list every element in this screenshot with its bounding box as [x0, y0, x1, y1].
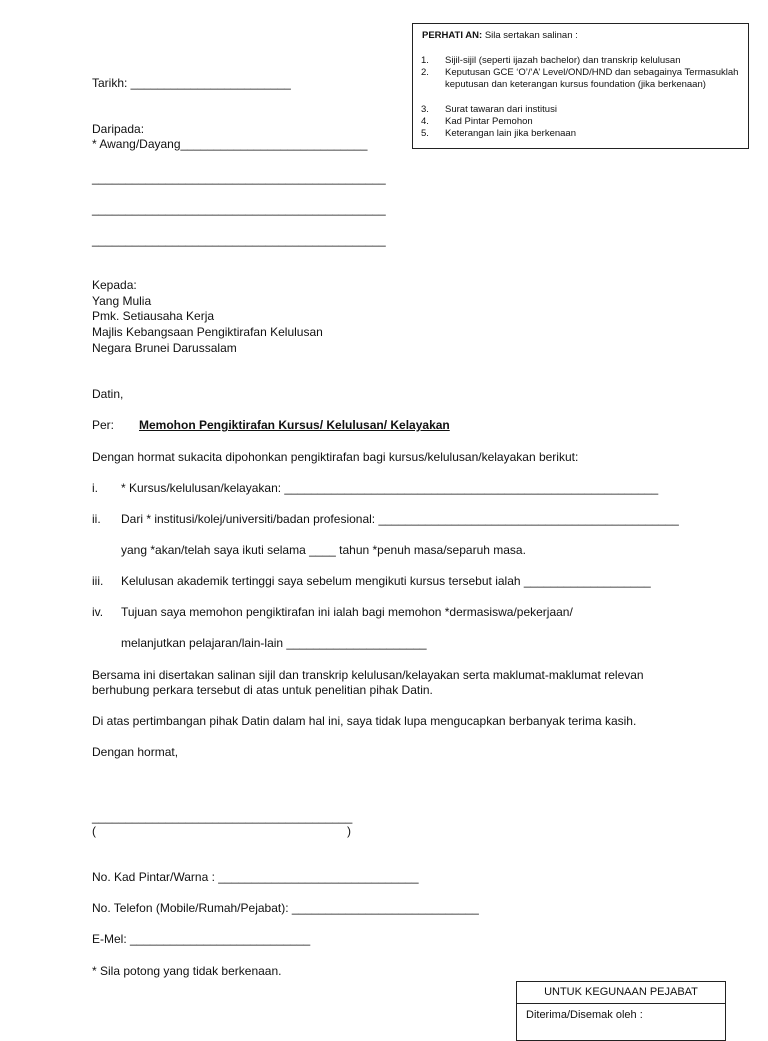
- signature-paren-close: ): [347, 824, 351, 838]
- notice-heading: [422, 30, 578, 42]
- subject-heading: Memohon Pengiktirafan Kursus/ Kelulusan/ Kelayakan: [139, 418, 450, 432]
- to-line: Negara Brunei Darussalam: [92, 341, 237, 355]
- office-received-label: Diterima/Disemak oleh :: [526, 1009, 643, 1021]
- closing: Dengan hormat,: [92, 745, 179, 759]
- notice-intro: Sila sertakan salinan :: [484, 30, 578, 41]
- paragraph-line: berhubung perkara tersebut di atas untuk penelitian pihak Datin.: [92, 683, 433, 697]
- signature-line: _______________________________________: [92, 810, 353, 824]
- notice-item: 2.: [421, 67, 429, 78]
- list-number: ii.: [92, 512, 101, 526]
- notice-label: PERHATI AN:: [422, 30, 483, 41]
- list-number: iii.: [92, 574, 104, 588]
- paragraph-line: Bersama ini disertakan salinan sijil dan transkrip kelulusan/kelayakan serta maklumat-maklumat relevan: [92, 668, 644, 682]
- salutation: Datin,: [92, 387, 124, 401]
- date-line: Tarikh: ________________________: [92, 76, 291, 90]
- email-field: E-Mel: ___________________________: [92, 932, 311, 946]
- office-use-divider: [517, 1003, 725, 1004]
- to-label: Kepada:: [92, 278, 137, 292]
- notice-item-text: Kad Pintar Pemohon: [445, 116, 533, 127]
- notice-item-text: Keterangan lain jika berkenaan: [445, 128, 576, 139]
- phone-field: No. Telefon (Mobile/Rumah/Pejabat): ____________________________: [92, 901, 479, 915]
- to-line: Pmk. Setiausaha Kerja: [92, 309, 215, 323]
- from-name-line: * Awang/Dayang____________________________: [92, 137, 368, 151]
- from-address-line: ____________________________________________: [92, 202, 386, 216]
- from-label: Daripada:: [92, 122, 145, 136]
- list-item: Dari * institusi/kolej/universiti/badan profesional: _____________________________________________: [121, 512, 679, 526]
- from-address-line: ____________________________________________: [92, 171, 386, 185]
- notice-box: [412, 23, 749, 149]
- list-item: melanjutkan pelajaran/lain-lain _____________________: [121, 636, 427, 650]
- notice-item: 1.: [421, 55, 429, 66]
- intro-text: Dengan hormat sukacita dipohonkan pengiktirafan bagi kursus/kelulusan/kelayakan berikut:: [92, 450, 579, 464]
- notice-item-text: Keputusan GCE ‘O’/‘A’ Level/OND/HND dan sebagainya Termasuklah keputusan dan keterangan kursus foundation (jika berkenaan): [445, 67, 739, 90]
- subject-label: Per:: [92, 418, 115, 432]
- signature-paren-open: (: [92, 824, 96, 838]
- paragraph: Di atas pertimbangan pihak Datin dalam hal ini, saya tidak lupa mengucapkan berbanyak terima kasih.: [92, 714, 637, 728]
- notice-item-text: Surat tawaran dari institusi: [445, 104, 557, 115]
- list-item: yang *akan/telah saya ikuti selama ____ tahun *penuh masa/separuh masa.: [121, 543, 526, 557]
- office-use-title: UNTUK KEGUNAAN PEJABAT: [544, 986, 698, 998]
- list-item: Tujuan saya memohon pengiktirafan ini ialah bagi memohon *dermasiswa/pekerjaan/: [121, 605, 573, 619]
- to-line: Yang Mulia: [92, 294, 152, 308]
- notice-item: 5.: [421, 128, 429, 139]
- footnote: * Sila potong yang tidak berkenaan.: [92, 964, 282, 978]
- notice-item-text: Sijil-sijil (seperti ijazah bachelor) dan transkrip kelulusan: [445, 55, 681, 66]
- notice-item: 4.: [421, 116, 429, 127]
- office-use-box: [516, 981, 726, 1041]
- list-number: i.: [92, 481, 98, 495]
- list-item: Kelulusan akademik tertinggi saya sebelum mengikuti kursus tersebut ialah ___________________: [121, 574, 651, 588]
- list-number: iv.: [92, 605, 104, 619]
- ic-field: No. Kad Pintar/Warna : ______________________________: [92, 870, 419, 884]
- list-item: * Kursus/kelulusan/kelayakan: ________________________________________________________: [121, 481, 659, 495]
- to-line: Majlis Kebangsaan Pengiktirafan Kelulusan: [92, 325, 323, 339]
- notice-item: 3.: [421, 104, 429, 115]
- from-address-line: ____________________________________________: [92, 233, 386, 247]
